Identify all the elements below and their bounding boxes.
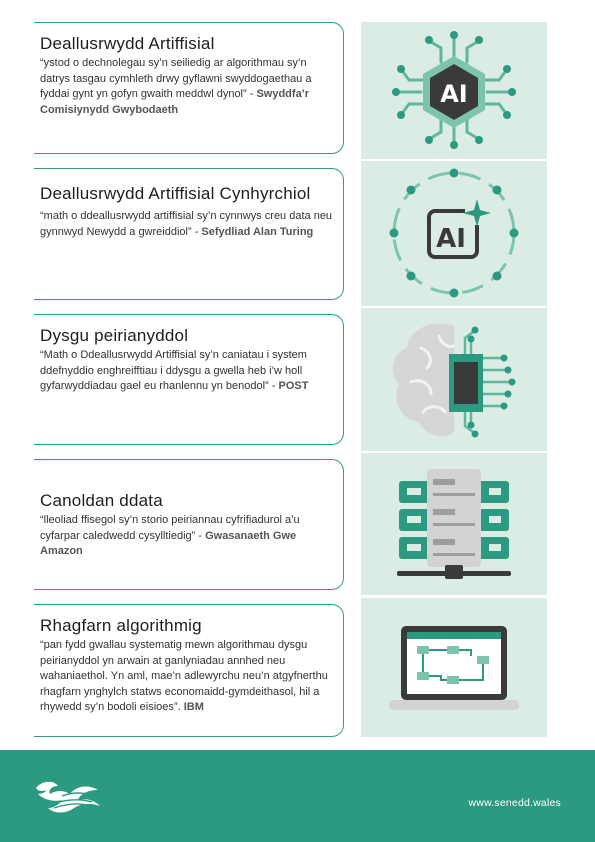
card-quote — [40, 209, 333, 240]
svg-text:AI: AI — [440, 80, 468, 108]
footer — [0, 750, 595, 842]
definition-card-algorithmic-bias — [34, 604, 344, 737]
quote-source: Sefydliad Alan Turing — [201, 225, 314, 238]
card-quote — [40, 513, 333, 560]
brain-chip-icon — [361, 308, 547, 451]
icon-panel-machine-learning — [361, 308, 547, 451]
definition-card-data-centre — [34, 459, 344, 590]
icon-panel-ai — [361, 22, 547, 159]
card-quote — [40, 56, 333, 118]
website-url[interactable]: www.senedd.wales — [468, 797, 561, 809]
ai-sparkle-icon — [361, 161, 547, 306]
server-rack-icon — [361, 453, 547, 595]
card-title: Canoldan ddata — [40, 491, 163, 510]
quote-source: IBM — [183, 701, 204, 713]
card-title: Deallusrwydd Artiffisial — [40, 34, 215, 53]
quote-source: POST — [278, 380, 309, 392]
laptop-flowchart-icon — [361, 598, 547, 737]
card-quote — [40, 348, 333, 395]
quote-text: “pan fydd gwallau systematig mewn algorithmau dysgu peirianyddol yn arwain at ganlyniadau annhed neu wahaniaethol. Yn aml, mae’n adlewyrchu neu’n atgyfnerthu rhagfarn ynghylch statws economaidd-gymdeithasol, hil a rhywedd sy’n bodoli eisioes”. — [40, 639, 328, 713]
card-title: Dysgu peirianyddol — [40, 326, 189, 345]
quote-source: Swyddfa’r Comisiynydd Gwybodaeth — [40, 88, 310, 116]
definition-card-generative-ai — [34, 168, 344, 300]
definition-card-ai — [34, 22, 344, 154]
definition-card-machine-learning — [34, 314, 344, 445]
card-title: Rhagfarn algorithmig — [40, 616, 202, 635]
quote-text: “Math o Ddeallusrwydd Artiffisial sy’n caniatau i system ddefnyddio enghreifftiau i ddysgu a gwella heb i’w holl gyfarwyddiadau gael eu rhanlennu yn benodol” - — [40, 349, 307, 392]
quote-text: “ystod o dechnolegau sy’n seiliedig ar algorithmau sy’n datrys tasgau cymhleth drwy gyflawni swyddogaethau a fyddai gynt yn gofyn gwaith meddwl dynol” - — [40, 57, 312, 100]
quote-source: Gwasanaeth Gwe Amazon — [40, 529, 297, 557]
icon-panel-data-centre — [361, 453, 547, 595]
svg-text:AI: AI — [436, 224, 466, 254]
icon-panel-algorithmic-bias — [361, 598, 547, 737]
quote-text: “lleoliad ffisegol sy’n storio peiriannau cyfrifiadurol a’u cyfarpar caledwedd cysylltiedig” - — [40, 514, 300, 542]
card-quote — [40, 638, 333, 716]
senedd-dragon-logo-icon — [32, 774, 104, 816]
icon-panel-generative-ai — [361, 161, 547, 306]
ai-chip-icon — [361, 22, 547, 159]
quote-text: “math o ddeallusrwydd artiffisial sy’n cynnwys creu data neu gynnwyd Newydd a gwreiddiol” - — [40, 210, 333, 238]
card-title: Deallusrwydd Artiffisial Cynhyrchiol — [40, 184, 311, 203]
